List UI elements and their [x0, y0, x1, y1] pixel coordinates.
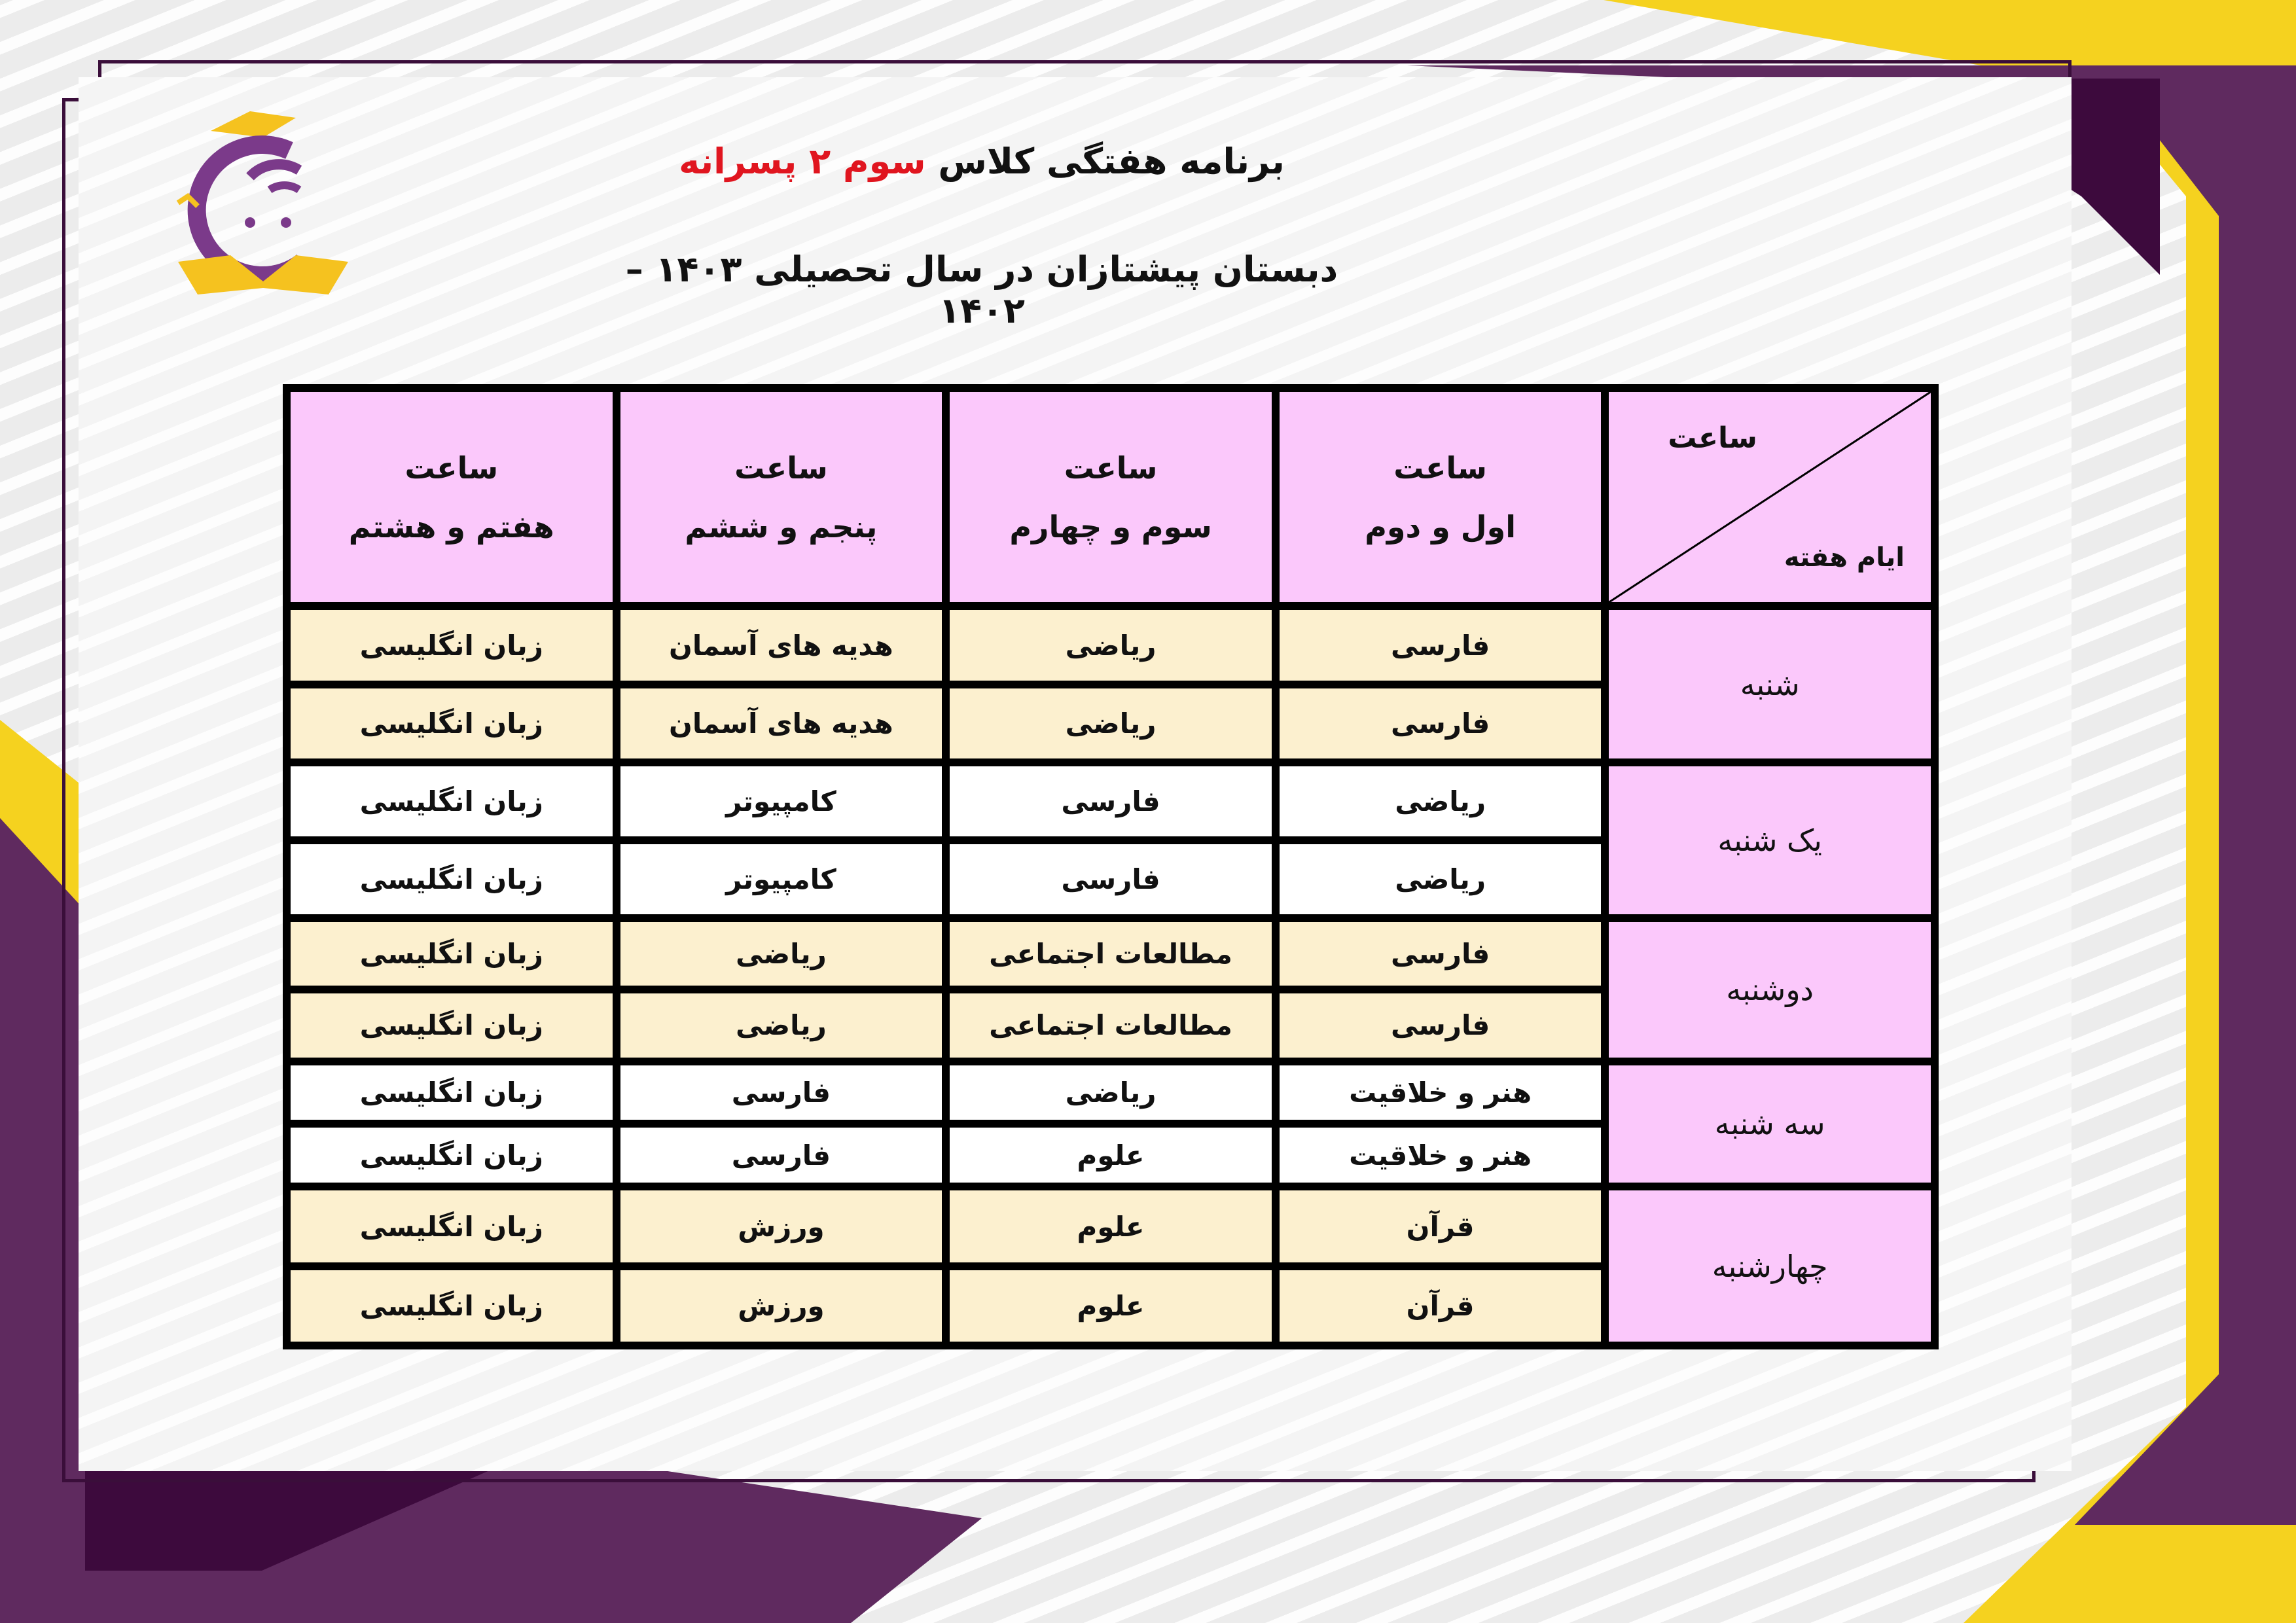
day-name-cell: شنبه — [1605, 606, 1935, 762]
column-header-line1: ساعت — [1393, 450, 1487, 486]
table-row — [287, 918, 1935, 990]
subject-cell: ریاضی — [1276, 840, 1605, 918]
subject-cell: علوم — [946, 1266, 1276, 1346]
column-header-line2: سوم و چهارم — [1009, 508, 1212, 544]
subject-cell: زبان انگلیسی — [287, 990, 617, 1061]
subject-cell: کامپیوتر — [617, 840, 946, 918]
subject-cell: ریاضی — [617, 918, 946, 990]
subject-cell: ورزش — [617, 1266, 946, 1346]
subject-cell: کامپیوتر — [617, 762, 946, 840]
subject-cell: زبان انگلیسی — [287, 918, 617, 990]
subject-cell: فارسی — [1276, 918, 1605, 990]
subject-cell: فارسی — [617, 1124, 946, 1186]
subject-cell: زبان انگلیسی — [287, 1124, 617, 1186]
subject-cell: ریاضی — [946, 685, 1276, 762]
day-name-cell: چهارشنبه — [1605, 1186, 1935, 1346]
subject-cell: فارسی — [1276, 606, 1605, 684]
table-row — [287, 1186, 1935, 1266]
subject-cell: هنر و خلاقیت — [1276, 1061, 1605, 1124]
column-header-line1: ساعت — [734, 450, 828, 486]
table-row — [287, 762, 1935, 840]
subject-cell: قرآن — [1276, 1266, 1605, 1346]
corner-header-cell — [1605, 388, 1935, 606]
subject-cell: فارسی — [1276, 990, 1605, 1061]
subject-cell: هنر و خلاقیت — [1276, 1124, 1605, 1186]
column-header — [946, 388, 1276, 606]
column-header — [617, 388, 946, 606]
class-name-highlight: سوم ۲ پسرانه — [679, 141, 926, 182]
subject-cell: فارسی — [946, 762, 1276, 840]
subject-cell: مطالعات اجتماعی — [946, 990, 1276, 1061]
subject-cell: زبان انگلیسی — [287, 685, 617, 762]
page-title — [655, 141, 1309, 182]
subject-cell: ریاضی — [946, 606, 1276, 684]
subject-cell: ریاضی — [1276, 762, 1605, 840]
corner-days-label: ایام هفته — [1784, 543, 1905, 573]
title-prefix: برنامه هفتگی کلاس — [938, 141, 1285, 182]
header-row — [287, 388, 1935, 606]
table-row — [287, 606, 1935, 684]
column-header-line1: ساعت — [1064, 450, 1158, 486]
subject-cell: هدیه های آسمان — [617, 606, 946, 684]
column-header-line2: اول و دوم — [1365, 508, 1516, 544]
page-subtitle: دبستان پیشتازان در سال تحصیلی ۱۴۰۳ – ۱۴۰۲ — [625, 249, 1338, 331]
column-header — [1276, 388, 1605, 606]
subject-cell: فارسی — [946, 840, 1276, 918]
column-header — [287, 388, 617, 606]
subject-cell: زبان انگلیسی — [287, 840, 617, 918]
subject-cell: فارسی — [617, 1061, 946, 1124]
school-logo — [171, 105, 351, 301]
corner-hour-label: ساعت — [1668, 421, 1757, 455]
subject-cell: زبان انگلیسی — [287, 606, 617, 684]
subject-cell: زبان انگلیسی — [287, 762, 617, 840]
weekly-schedule-table — [283, 384, 1939, 1349]
subject-cell: علوم — [946, 1186, 1276, 1266]
subject-cell: قرآن — [1276, 1186, 1605, 1266]
column-header-line2: پنجم و ششم — [685, 508, 878, 544]
subject-cell: ریاضی — [946, 1061, 1276, 1124]
subject-cell: زبان انگلیسی — [287, 1186, 617, 1266]
day-name-cell: یک شنبه — [1605, 762, 1935, 918]
subject-cell: ریاضی — [617, 990, 946, 1061]
subject-cell: ورزش — [617, 1186, 946, 1266]
subject-cell: زبان انگلیسی — [287, 1266, 617, 1346]
subject-cell: مطالعات اجتماعی — [946, 918, 1276, 990]
table-row — [287, 1061, 1935, 1124]
day-name-cell: سه شنبه — [1605, 1061, 1935, 1187]
subject-cell: علوم — [946, 1124, 1276, 1186]
subject-cell: فارسی — [1276, 685, 1605, 762]
column-header-line2: هفتم و هشتم — [348, 508, 554, 544]
day-name-cell: دوشنبه — [1605, 918, 1935, 1061]
column-header-line1: ساعت — [404, 450, 499, 486]
subject-cell: زبان انگلیسی — [287, 1061, 617, 1124]
subject-cell: هدیه های آسمان — [617, 685, 946, 762]
